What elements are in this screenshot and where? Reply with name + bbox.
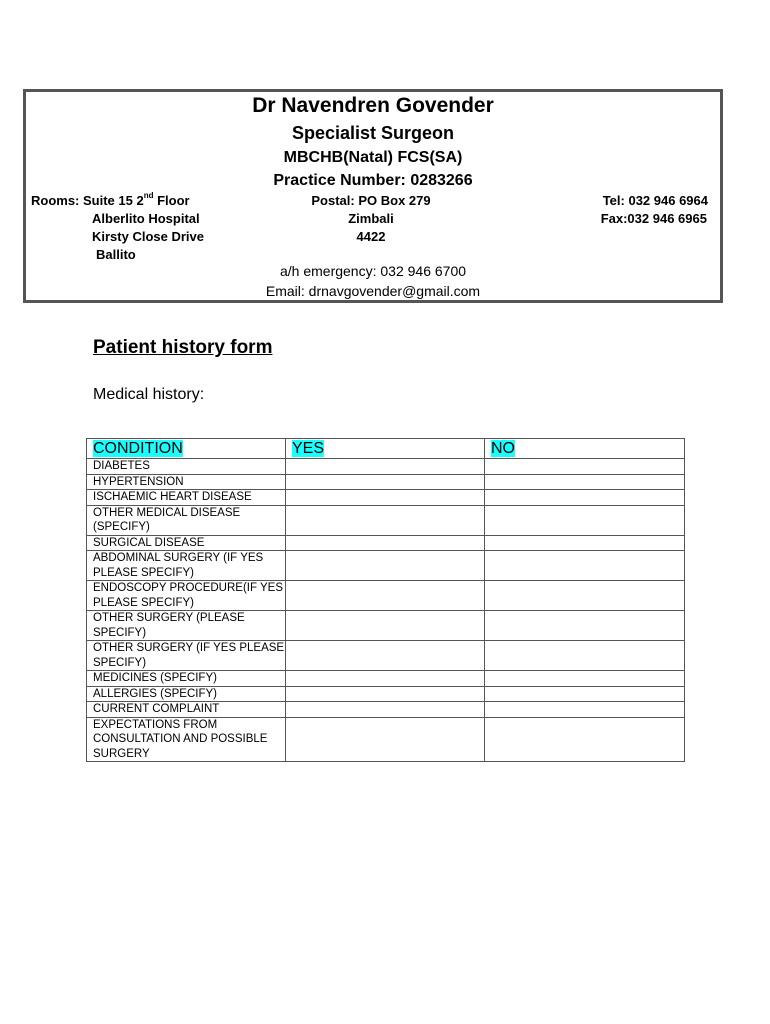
condition-cell: ABDOMINAL SURGERY (IF YES PLEASE SPECIFY) <box>87 551 286 581</box>
no-cell[interactable] <box>485 671 685 687</box>
no-cell[interactable] <box>485 717 685 762</box>
yes-cell[interactable] <box>286 474 485 490</box>
table-row <box>87 474 685 490</box>
condition-cell: OTHER SURGERY (IF YES PLEASE SPECIFY) <box>87 641 286 671</box>
header-yes: YES <box>286 439 485 459</box>
yes-cell[interactable] <box>286 459 485 475</box>
condition-cell: DIABETES <box>87 459 286 475</box>
no-cell[interactable] <box>485 641 685 671</box>
medical-history-table <box>86 438 685 762</box>
condition-cell: CURRENT COMPLAINT <box>87 702 286 718</box>
rooms-line-3: Kirsty Close Drive <box>92 229 204 244</box>
yes-cell[interactable] <box>286 611 485 641</box>
condition-cell: MEDICINES (SPECIFY) <box>87 671 286 687</box>
yes-cell[interactable] <box>286 671 485 687</box>
condition-cell: EXPECTATIONS FROM CONSULTATION AND POSSIBLE SURGERY <box>87 717 286 762</box>
header-no: NO <box>485 439 685 459</box>
no-cell[interactable] <box>485 505 685 535</box>
doctor-qualifications: MBCHB(Natal) FCS(SA) <box>283 149 463 166</box>
emergency-number: a/h emergency: 032 946 6700 <box>279 263 467 279</box>
table-row <box>87 717 685 762</box>
form-title: Patient history form <box>93 337 273 358</box>
yes-cell[interactable] <box>286 641 485 671</box>
rooms-line-2: Alberlito Hospital <box>92 211 200 226</box>
table-row <box>87 581 685 611</box>
condition-cell: OTHER MEDICAL DISEASE (SPECIFY) <box>87 505 286 535</box>
table-row <box>87 702 685 718</box>
table-row <box>87 551 685 581</box>
yes-cell[interactable] <box>286 490 485 506</box>
condition-cell: HYPERTENSION <box>87 474 286 490</box>
table-row <box>87 505 685 535</box>
no-cell[interactable] <box>485 535 685 551</box>
postal-line-1: Postal: PO Box 279 <box>311 193 431 208</box>
table-row <box>87 611 685 641</box>
table-row <box>87 535 685 551</box>
no-cell[interactable] <box>485 702 685 718</box>
no-cell[interactable] <box>485 474 685 490</box>
condition-cell: ISCHAEMIC HEART DISEASE <box>87 490 286 506</box>
table-row <box>87 641 685 671</box>
condition-cell: SURGICAL DISEASE <box>87 535 286 551</box>
no-cell[interactable] <box>485 611 685 641</box>
medical-history-label: Medical history: <box>93 386 205 403</box>
yes-cell[interactable] <box>286 686 485 702</box>
no-cell[interactable] <box>485 551 685 581</box>
no-cell[interactable] <box>485 581 685 611</box>
condition-cell: ENDOSCOPY PROCEDURE(IF YES PLEASE SPECIFY) <box>87 581 286 611</box>
table-header-row <box>87 439 685 459</box>
no-cell[interactable] <box>485 686 685 702</box>
fax: Fax:032 946 6965 <box>600 211 707 226</box>
doctor-name: Dr Navendren Govender <box>252 94 494 117</box>
yes-cell[interactable] <box>286 505 485 535</box>
postal-address <box>276 192 466 246</box>
yes-cell[interactable] <box>286 535 485 551</box>
table-row <box>87 490 685 506</box>
condition-cell: ALLERGIES (SPECIFY) <box>87 686 286 702</box>
telephone: Tel: 032 946 6964 <box>602 193 708 208</box>
condition-cell: OTHER SURGERY (PLEASE SPECIFY) <box>87 611 286 641</box>
email-address: Email: drnavgovender@gmail.com <box>265 283 481 299</box>
header-condition: CONDITION <box>87 439 286 459</box>
yes-cell[interactable] <box>286 717 485 762</box>
rooms-line-1: Rooms: Suite 15 2nd Floor <box>31 191 190 208</box>
yes-cell[interactable] <box>286 581 485 611</box>
practice-number: Practice Number: 0283266 <box>273 172 473 189</box>
contact-numbers <box>601 192 708 228</box>
table-row <box>87 459 685 475</box>
table-row <box>87 686 685 702</box>
postal-line-3: 4422 <box>356 229 386 244</box>
table-row <box>87 671 685 687</box>
no-cell[interactable] <box>485 459 685 475</box>
no-cell[interactable] <box>485 490 685 506</box>
letterhead <box>23 89 723 303</box>
yes-cell[interactable] <box>286 551 485 581</box>
yes-cell[interactable] <box>286 702 485 718</box>
rooms-line-4: Ballito <box>96 247 136 262</box>
postal-line-2: Zimbali <box>348 211 394 226</box>
rooms-address <box>31 192 204 264</box>
doctor-title: Specialist Surgeon <box>291 123 455 143</box>
